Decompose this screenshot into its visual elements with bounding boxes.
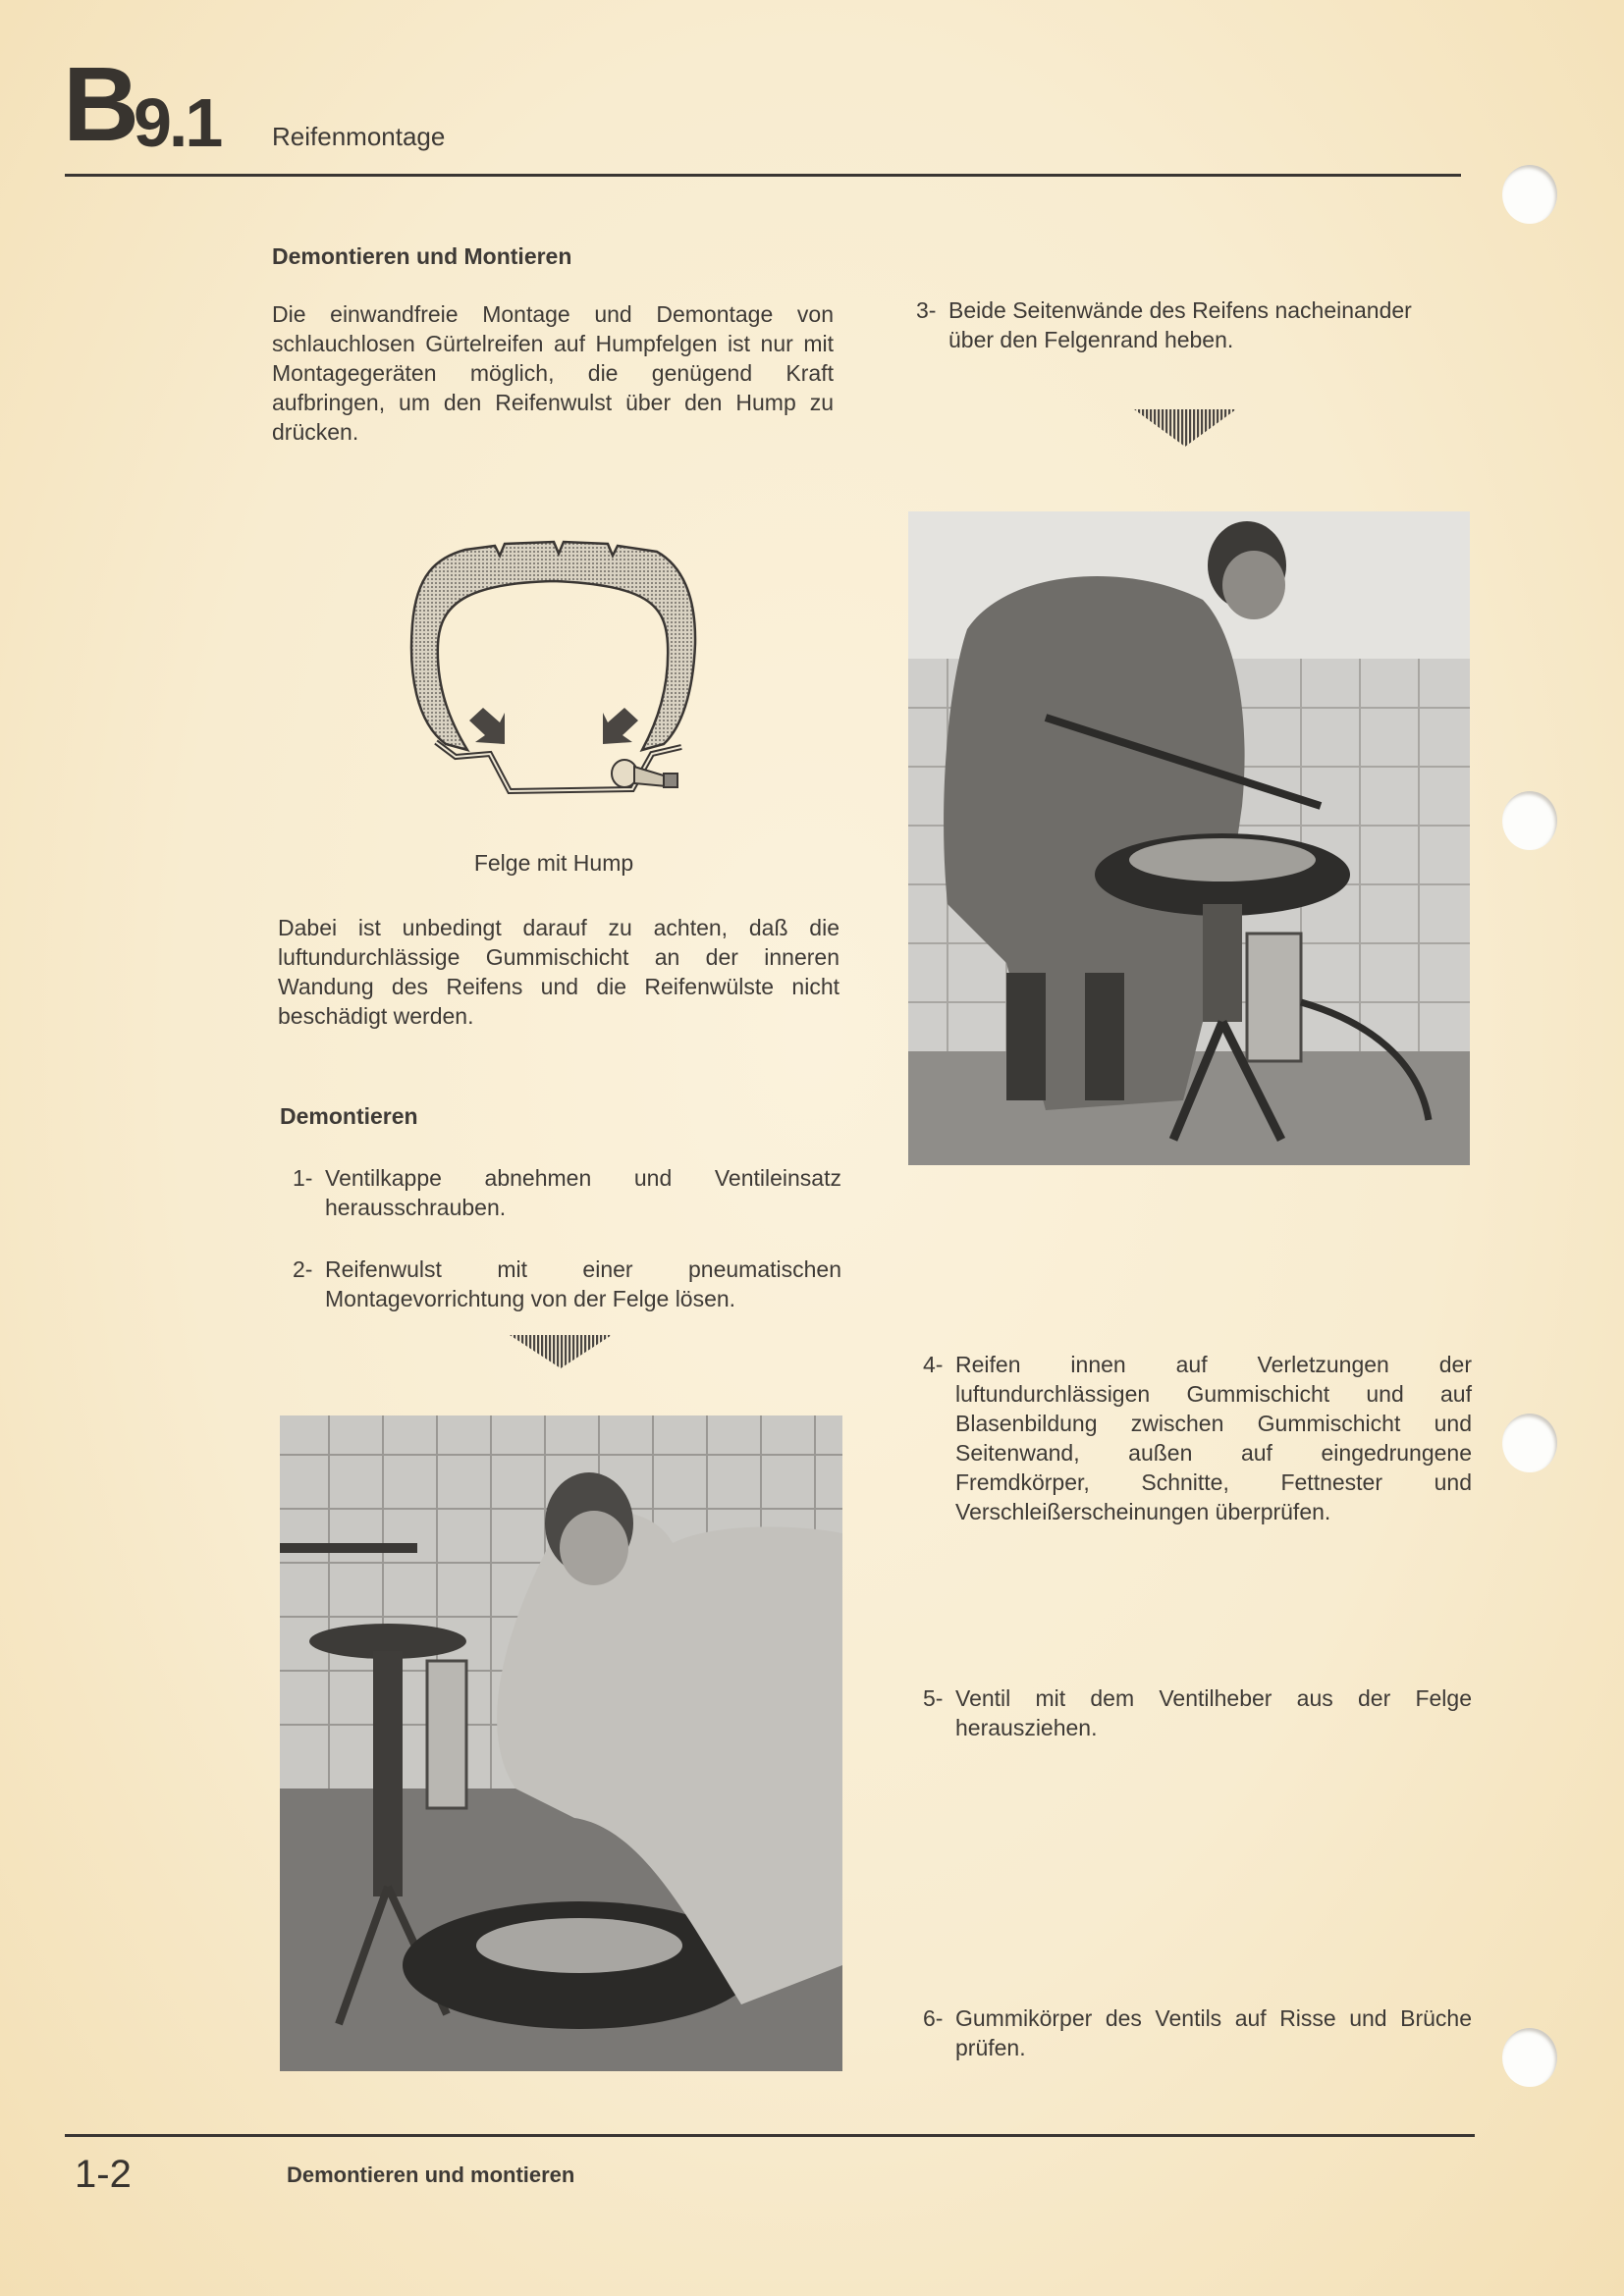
step-number: 6- [923,2005,944,2031]
tire-cross-section-diagram [406,526,701,803]
header-rule [65,174,1461,177]
footer-rule [65,2134,1475,2137]
step-number: 2- [293,1256,313,1282]
photo-lifting-sidewalls [908,511,1470,1165]
footer-section-title: Demontieren und montieren [287,2163,575,2187]
step-number: 5- [923,1685,944,1711]
punch-hole [1502,1414,1557,1472]
step-1 [293,1163,841,1222]
step-4 [923,1350,1472,1526]
punch-hole [1502,791,1557,850]
intro-paragraph: Die einwandfreie Montage und Demontage von schlauchlosen Gürtelreifen auf Humpfelgen ist nur mit Montagegeräten möglich, die genügend Kraft aufbringen, um den Reifenwulst über den Hump zu drücken. [272,301,834,445]
demontieren-heading: Demontieren [280,1103,418,1129]
down-arrow-icon [1134,409,1236,447]
punch-hole [1502,2028,1557,2087]
step-number: 3- [916,297,937,323]
chapter-letter: B [63,44,139,163]
step-text: Gummikörper des Ventils auf Risse und Brüche prüfen. [955,2005,1472,2060]
step-text: Beide Seitenwände des Reifens nacheinander über den Felgenrand heben. [948,297,1412,352]
down-arrow-icon [510,1335,612,1368]
page-number: 1-2 [75,2153,132,2196]
step-2 [293,1255,841,1313]
step-number: 4- [923,1352,944,1377]
punch-hole [1502,165,1557,224]
intro-heading: Demontieren und Montieren [272,243,572,269]
step-3 [916,295,1463,354]
step-text: Ventilkappe abnehmen und Ventileinsatz herausschrauben. [325,1165,841,1220]
step-text: Ventil mit dem Ventilheber aus der Felge herausziehen. [955,1685,1472,1740]
step-text: Reifen innen auf Verletzungen der luftundurchlässigen Gummischicht und auf Blasenbildung zwischen Gummischicht und Seitenwand, außen auf eingedrungene Fremdkörper, Schnitte, Fettnester und Verschleißerscheinungen überprüfen. [955,1352,1472,1524]
section-number: 9.1 [134,84,221,161]
step-number: 1- [293,1165,313,1191]
step-5 [923,1683,1472,1742]
page-title: Reifenmontage [272,122,446,151]
step-6 [923,2003,1472,2062]
step-text: Reifenwulst mit einer pneumatischen Montagevorrichtung von der Felge lösen. [325,1256,841,1311]
diagram-caption: Felge mit Hump [473,850,634,876]
note-paragraph: Dabei ist unbedingt darauf zu achten, daß die luftundurchlässige Gummischicht an der inneren Wandung des Reifens und die Reifenwülste nicht beschädigt werden. [278,915,839,1029]
photo-bead-breaking [280,1415,842,2071]
